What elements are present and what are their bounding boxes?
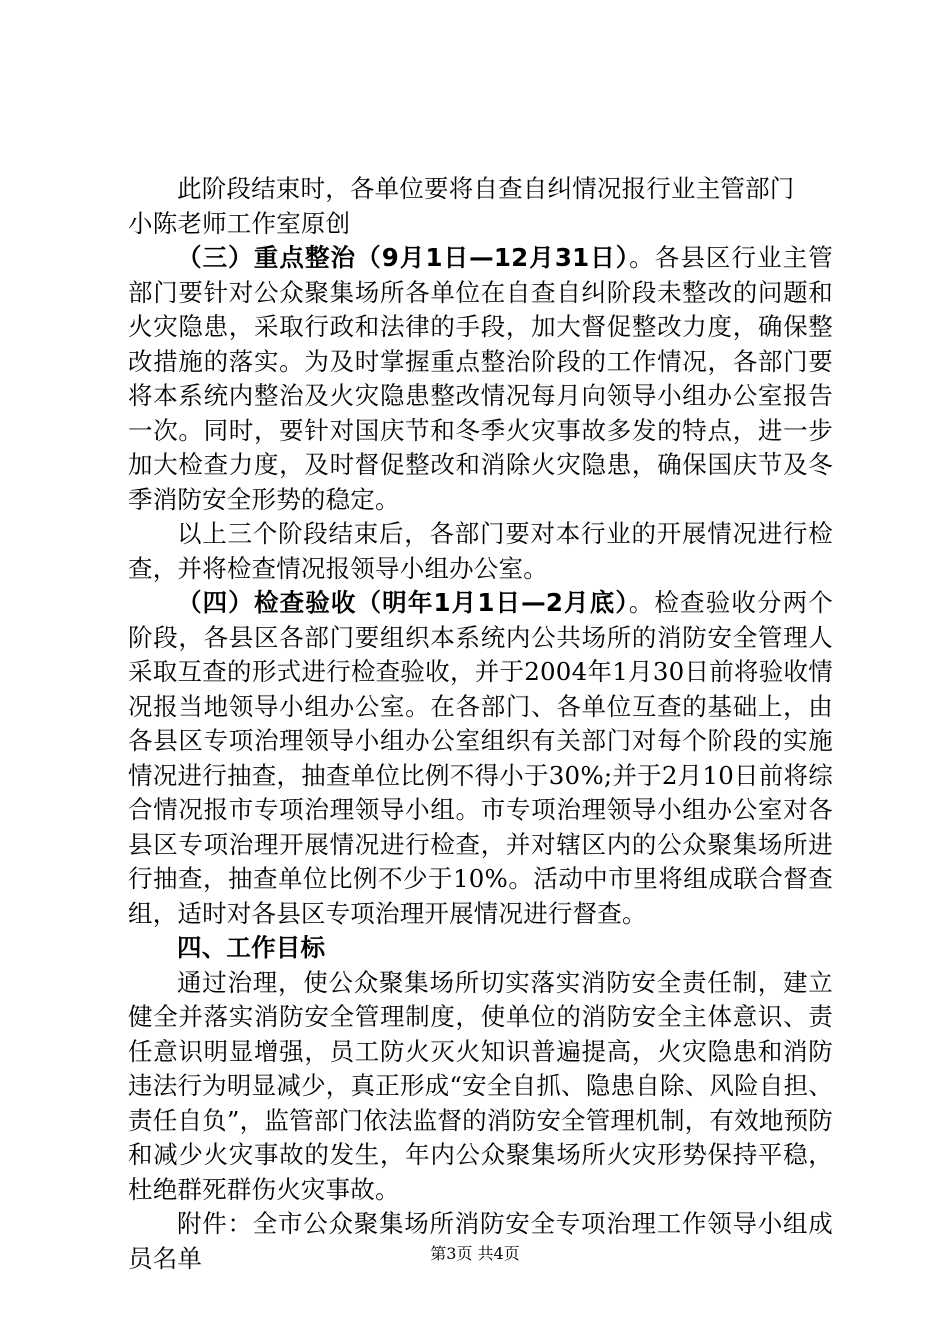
paragraph-self-check-end: 此阶段结束时，各单位要将自查自纠情况报行业主管部门	[177, 174, 795, 203]
section-body-inspection-acceptance: 。检查验收分两个阶段，各县区各部门要组织本系统内公共场所的消防安全管理人采取互查的形式进行检查验收，并于2004年1月30日前将验收情况报当地领导小组办公室。在各部门、各单位互查的基础上，由各县区专项治理领导小组办公室组织有关部门对每个阶段的实施情况进行抽查，抽查单位比例不得小于30%;并于2月10日前将综合情况报市专项治理领导小组。市专项治理领导小组办公室对各县区专项治理开展情况进行检查，并对辖区内的公众聚集场所进行抽查，抽查单位比例不少于10%。活动中市里将组成联合督查组，适时对各县区专项治理开展情况进行督查。	[128, 588, 833, 928]
section-heading-key-rectification: （三）重点整治（9月1日—12月31日）	[177, 243, 630, 272]
paragraph-work-goals: 通过治理，使公众聚集场所切实落实消防安全责任制，建立健全并落实消防安全管理制度，使单位的消防安全主体意识、责任意识明显增强，员工防火灭火知识普遍提高，火灾隐患和消防违法行为明显减少，真正形成“安全自抓、隐患自除、风险自担、责任自负”，监管部门依法监督的消防安全管理机制，有效地预防和减少火灾事故的发生，年内公众聚集场所火灾形势保持平稳，杜绝群死群伤火灾事故。	[128, 967, 833, 1204]
page-number-footer: 第3页 共4页	[430, 1244, 520, 1263]
section-body-key-rectification: 。各县区行业主管部门要针对公众聚集场所各单位在自查自纠阶段未整改的问题和火灾隐患，采取行政和法律的手段，加大督促整改力度，确保整改措施的落实。为及时掌握重点整治阶段的工作情况，各部门要将本系统内整治及火灾隐患整改情况每月向领导小组办公室报告一次。同时，要针对国庆节和冬季火灾事故多发的特点，进一步加大检查力度，及时督促整改和消除火灾隐患，确保国庆节及冬季消防安全形势的稳定。	[128, 243, 833, 514]
document-body	[128, 172, 833, 1276]
paragraph-phase-summary: 以上三个阶段结束后，各部门要对本行业的开展情况进行检查，并将检查情况报领导小组办公室。	[128, 519, 833, 583]
paragraph-inspection-acceptance	[128, 586, 833, 931]
paragraph-attachment: 附件：全市公众聚集场所消防安全专项治理工作领导小组成员名单	[128, 1209, 833, 1273]
paragraph-key-rectification	[128, 241, 833, 517]
section-heading-work-goals: 四、工作目标	[177, 933, 326, 962]
section-heading-inspection-acceptance: （四）检查验收（明年1月1日—2月底）	[177, 588, 629, 617]
paragraph-attribution: 小陈老师工作室原创	[128, 208, 351, 238]
